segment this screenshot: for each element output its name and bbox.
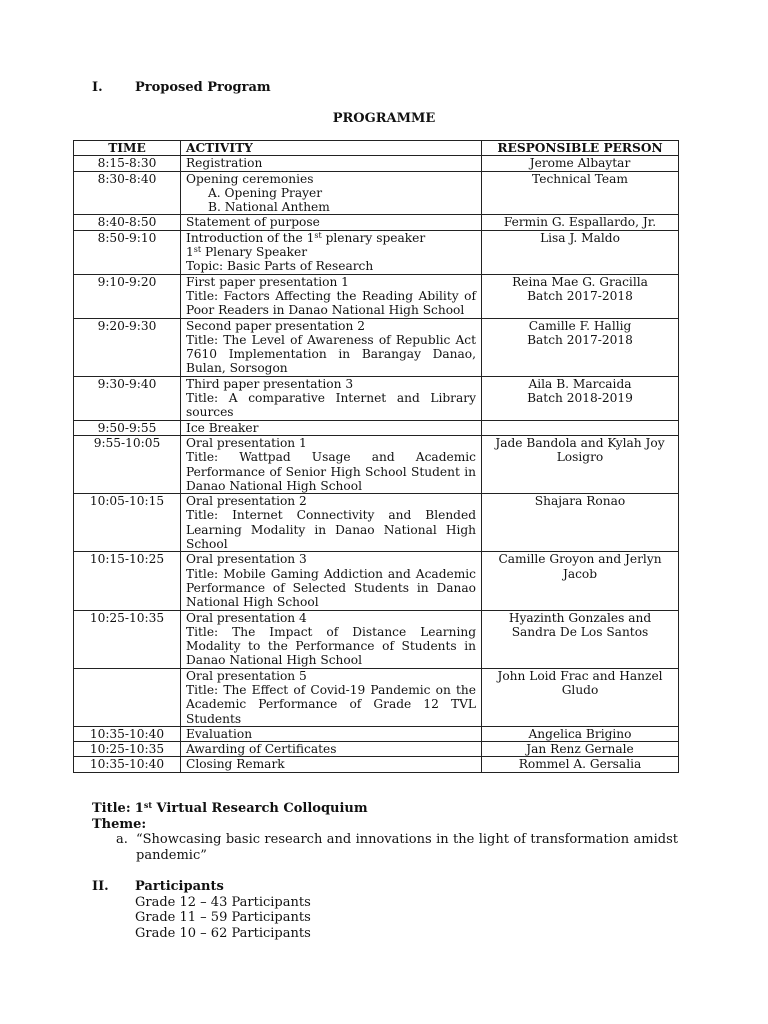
activity-line: Title: A comparative Internet and Library sources xyxy=(186,391,476,420)
responsible-line: Hyazinth Gonzales and Sandra De Los Santos xyxy=(508,610,652,639)
activity-line: Title: The Effect of Covid-19 Pandemic on the Academic Performance of Grade 12 TVL Students xyxy=(186,682,476,726)
time-cell: 10:15-10:25 xyxy=(74,552,181,610)
responsible-line: Camille F. Hallig xyxy=(528,318,632,333)
time-cell: 9:30-9:40 xyxy=(74,376,181,420)
activity-cell xyxy=(181,757,482,772)
time-cell: 8:15-8:30 xyxy=(74,156,181,171)
activity-line: Evaluation xyxy=(186,726,253,741)
colloquium-title-label: Title: xyxy=(92,801,131,816)
responsible-line: Rommel A. Gersalia xyxy=(518,757,642,772)
activity-line: Oral presentation 2 xyxy=(186,494,307,509)
responsible-cell xyxy=(482,376,679,420)
time-cell: 9:55-10:05 xyxy=(74,435,181,493)
table-row xyxy=(74,757,679,772)
activity-cell xyxy=(181,435,482,493)
time-cell: 8:50-9:10 xyxy=(74,230,181,274)
activity-subitem: B. National Anthem xyxy=(208,200,330,215)
activity-line: 1st Plenary Speaker xyxy=(186,245,308,260)
section-2-title: Participants xyxy=(135,879,224,894)
activity-cell xyxy=(181,726,482,741)
theme-item xyxy=(92,832,678,863)
responsible-cell xyxy=(482,726,679,741)
activity-cell xyxy=(181,610,482,668)
activity-line: First paper presentation 1 xyxy=(186,274,349,289)
section-1-heading xyxy=(92,80,271,95)
activity-cell xyxy=(181,215,482,230)
responsible-cell xyxy=(482,610,679,668)
table-row xyxy=(74,171,679,215)
participant-item: Grade 11 – 59 Participants xyxy=(135,910,311,925)
responsible-cell xyxy=(482,156,679,171)
responsible-line: Angelica Brigino xyxy=(528,726,632,741)
theme-marker: a. xyxy=(116,832,128,847)
responsible-cell xyxy=(482,230,679,274)
theme-label: Theme: xyxy=(92,816,147,832)
time-cell: 10:05-10:15 xyxy=(74,494,181,552)
colloquium-title-value: 1st Virtual Research Colloquium xyxy=(134,800,368,816)
table-row xyxy=(74,420,679,435)
responsible-cell xyxy=(482,318,679,376)
programme-table xyxy=(73,140,679,773)
activity-line: Awarding of Certificates xyxy=(186,742,337,757)
table-row xyxy=(74,742,679,757)
table-row xyxy=(74,726,679,741)
table-row xyxy=(74,215,679,230)
responsible-line: Fermin G. Espallardo, Jr. xyxy=(503,215,657,230)
activity-line: Closing Remark xyxy=(186,757,285,772)
activity-line: Oral presentation 5 xyxy=(186,668,307,683)
time-cell: 9:50-9:55 xyxy=(74,420,181,435)
time-cell: 10:35-10:40 xyxy=(74,726,181,741)
responsible-cell xyxy=(482,274,679,318)
table-row xyxy=(74,552,679,610)
activity-line: Statement of purpose xyxy=(186,215,320,230)
responsible-cell xyxy=(482,435,679,493)
activity-line: Opening ceremonies xyxy=(186,171,314,186)
participant-item: Grade 10 – 62 Participants xyxy=(135,925,311,941)
responsible-cell xyxy=(482,420,679,435)
participant-item: Grade 12 – 43 Participants xyxy=(135,894,311,910)
responsible-line: Batch 2017-2018 xyxy=(527,288,633,303)
activity-cell xyxy=(181,171,482,215)
responsible-cell xyxy=(482,171,679,215)
responsible-cell xyxy=(482,742,679,757)
table-row xyxy=(74,274,679,318)
activity-cell xyxy=(181,494,482,552)
table-row xyxy=(74,610,679,668)
responsible-line: Lisa J. Maldo xyxy=(540,230,620,245)
time-cell xyxy=(74,668,181,726)
responsible-cell xyxy=(482,668,679,726)
section-2-number: II. xyxy=(92,879,109,894)
responsible-line: Shajara Ronao xyxy=(534,494,626,509)
activity-line: Title: Internet Connectivity and Blended Learning Modality in Danao National High School xyxy=(186,508,476,552)
activity-cell xyxy=(181,230,482,274)
activity-subitem: A. Opening Prayer xyxy=(208,185,323,200)
section-2-heading xyxy=(92,879,678,895)
time-cell: 10:25-10:35 xyxy=(74,742,181,757)
activity-line: Second paper presentation 2 xyxy=(186,318,365,333)
responsible-line: Technical Team xyxy=(532,171,628,186)
section-1-title: Proposed Program xyxy=(135,80,271,95)
activity-line: Title: The Impact of Distance Learning Modality to the Performance of Students in Danao National High School xyxy=(186,624,476,668)
time-cell: 9:10-9:20 xyxy=(74,274,181,318)
theme-text: “Showcasing basic research and innovations in the light of transformation amidst pandemic” xyxy=(136,832,678,863)
responsible-line: John Loid Frac and Hanzel Gludo xyxy=(497,668,663,697)
table-row xyxy=(74,494,679,552)
header-time: TIME xyxy=(74,141,181,156)
responsible-line: Jan Renz Gernale xyxy=(526,742,634,757)
time-cell: 10:35-10:40 xyxy=(74,757,181,772)
responsible-line: Camille Groyon and Jerlyn Jacob xyxy=(498,552,662,581)
responsible-cell xyxy=(482,494,679,552)
responsible-line: Reina Mae G. Gracilla xyxy=(512,274,648,289)
activity-cell xyxy=(181,274,482,318)
activity-line: Title: Factors Affecting the Reading Ability of Poor Readers in Danao National High School xyxy=(186,288,476,318)
colloquium-title xyxy=(92,801,678,817)
activity-line: Title: The Level of Awareness of Republic Act 7610 Implementation in Barangay Danao, Bulan, Sorsogon xyxy=(186,332,476,376)
responsible-line: Batch 2018-2019 xyxy=(527,391,633,406)
participants-section xyxy=(92,879,678,941)
activity-line: Title: Wattpad Usage and Academic Performance of Senior High School Student in Danao National High School xyxy=(186,450,476,493)
activity-cell xyxy=(181,668,482,726)
header-responsible: RESPONSIBLE PERSON xyxy=(482,141,679,156)
activity-line: Oral presentation 1 xyxy=(186,435,307,450)
activity-cell xyxy=(181,156,482,171)
table-row xyxy=(74,156,679,171)
activity-line: Third paper presentation 3 xyxy=(186,376,354,391)
responsible-line: Batch 2017-2018 xyxy=(527,332,633,347)
header-activity: ACTIVITY xyxy=(181,141,482,156)
responsible-line: Aila B. Marcaida xyxy=(528,376,632,391)
time-cell: 9:20-9:30 xyxy=(74,318,181,376)
activity-line: Oral presentation 3 xyxy=(186,552,307,567)
table-header-row xyxy=(74,141,679,156)
table-row xyxy=(74,318,679,376)
activity-cell xyxy=(181,376,482,420)
time-cell: 8:30-8:40 xyxy=(74,171,181,215)
programme-title: PROGRAMME xyxy=(332,111,436,126)
activity-line: Introduction of the 1st plenary speaker xyxy=(186,230,426,245)
responsible-cell xyxy=(482,215,679,230)
table-row xyxy=(74,435,679,493)
activity-line: Registration xyxy=(186,156,263,171)
table-row xyxy=(74,668,679,726)
activity-line: Ice Breaker xyxy=(186,420,259,435)
responsible-line: Jade Bandola and Kylah Joy Losigro xyxy=(495,435,665,465)
time-cell: 8:40-8:50 xyxy=(74,215,181,230)
time-cell: 10:25-10:35 xyxy=(74,610,181,668)
activity-line: Oral presentation 4 xyxy=(186,610,307,625)
activity-line: Topic: Basic Parts of Research xyxy=(186,259,374,274)
activity-cell xyxy=(181,742,482,757)
activity-line: Title: Mobile Gaming Addiction and Academic Performance of Selected Students in Danao National High School xyxy=(186,566,476,610)
responsible-cell xyxy=(482,552,679,610)
table-row xyxy=(74,230,679,274)
table-row xyxy=(74,376,679,420)
activity-cell xyxy=(181,318,482,376)
section-1-number: I. xyxy=(92,80,103,95)
activity-cell xyxy=(181,552,482,610)
responsible-cell xyxy=(482,757,679,772)
activity-cell xyxy=(181,420,482,435)
responsible-line: Jerome Albaytar xyxy=(529,156,631,171)
colloquium-section xyxy=(92,801,678,941)
